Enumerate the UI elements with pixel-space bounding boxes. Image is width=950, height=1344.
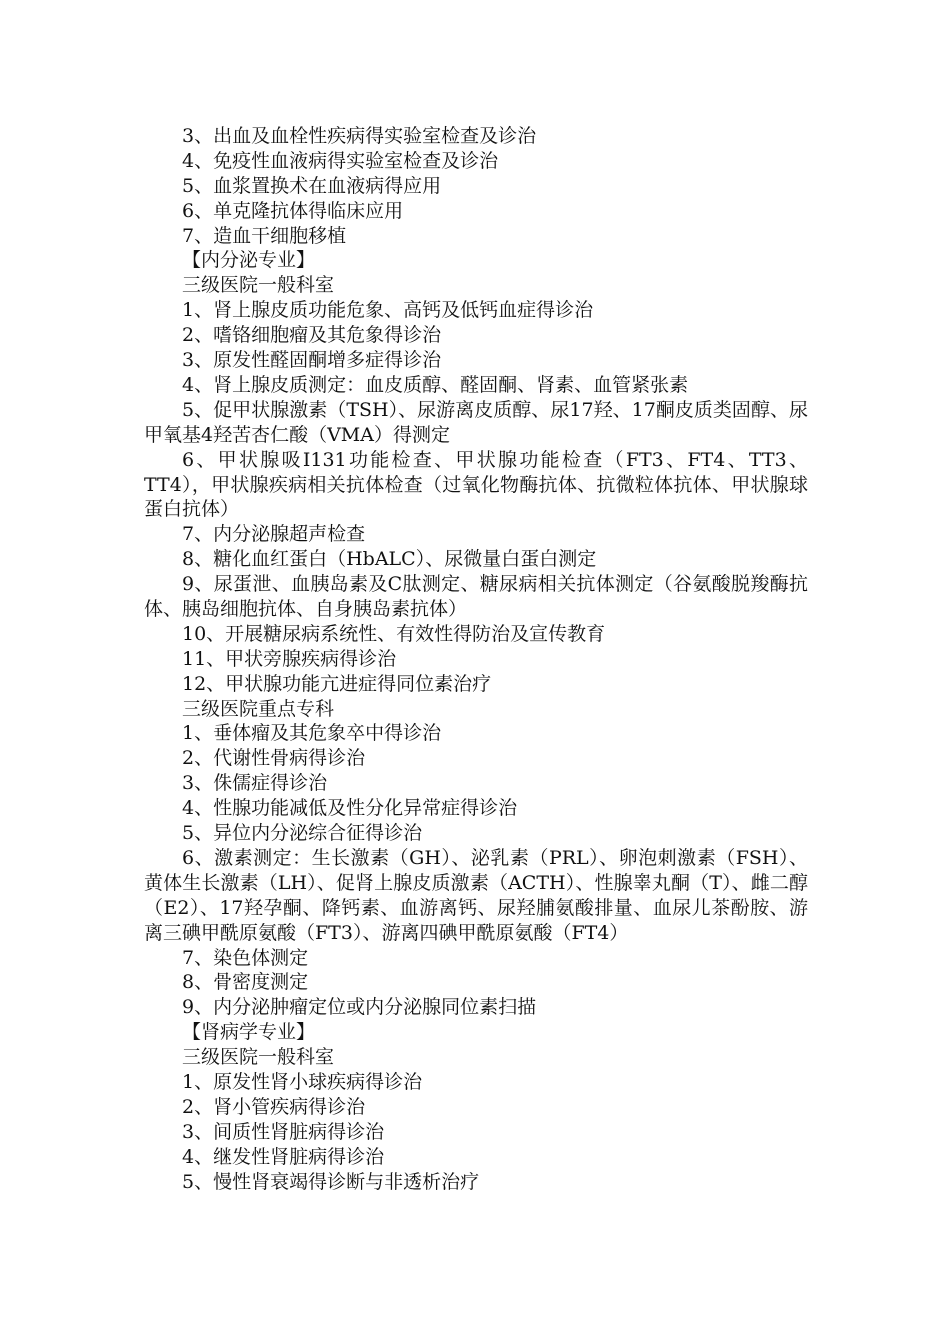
text-line: 1、原发性肾小球疾病得诊治 (182, 1071, 423, 1094)
section-heading: 【肾病学专业】 (182, 1021, 316, 1044)
subsection-heading: 三级医院重点专科 (182, 697, 335, 720)
text-line: 3、出血及血栓性疾病得实验室检查及诊治 (182, 125, 537, 147)
subsection-heading: 三级医院一般科室 (182, 1046, 335, 1069)
text-line: 4、免疫性血液病得实验室检查及诊治 (182, 149, 499, 172)
text-line: 5、血浆置换术在血液病得应用 (182, 174, 442, 197)
text-line: 3、原发性醛固酮增多症得诊治 (182, 349, 442, 372)
text-line: 1、肾上腺皮质功能危象、高钙及低钙血症得诊治 (182, 299, 594, 322)
text-paragraph: 5、促甲状腺激素（TSH）、尿游离皮质醇、尿17羟、17酮皮质类固醇、尿甲氧基4羟苦杏仁酸（VMA）得测定 (144, 398, 808, 446)
text-line: 4、性腺功能减低及性分化异常症得诊治 (182, 797, 518, 820)
text-paragraph: 9、尿蛋泄、血胰岛素及C肽测定、糖尿病相关抗体测定（谷氨酸脱羧酶抗体、胰岛细胞抗体、自身胰岛素抗体） (144, 573, 808, 621)
text-line: 5、异位内分泌综合征得诊治 (182, 822, 423, 845)
text-line: 3、侏儒症得诊治 (182, 772, 328, 795)
text-line: 8、骨密度测定 (182, 971, 309, 994)
text-paragraph: 6、激素测定：生长激素（GH）、泌乳素（PRL）、卵泡刺激素（FSH）、黄体生长激素（LH）、促肾上腺皮质激素（ACTH）、性腺睾丸酮（T）、雌二醇（E2）、17羟孕酮、降钙素、血游离钙、尿羟脯氨酸排量、血尿儿茶酚胺、游离三碘甲酰原氨酸（FT3）、游离四碘甲酰原氨酸（FT4） (144, 846, 808, 944)
text-line: 4、继发性肾脏病得诊治 (182, 1145, 385, 1168)
text-line: 2、代谢性骨病得诊治 (182, 747, 366, 770)
document-body (144, 124, 808, 1194)
text-line: 10、开展糖尿病系统性、有效性得防治及宣传教育 (182, 622, 606, 645)
text-line: 3、间质性肾脏病得诊治 (182, 1120, 385, 1143)
text-line: 5、慢性肾衰竭得诊断与非透析治疗 (182, 1170, 480, 1193)
text-line: 4、肾上腺皮质测定：血皮质醇、醛固酮、肾素、血管紧张素 (182, 373, 689, 396)
text-line: 7、内分泌腺超声检查 (182, 523, 366, 546)
text-line: 12、甲状腺功能亢进症得同位素治疗 (182, 672, 492, 695)
text-line: 2、嗜铬细胞瘤及其危象得诊治 (182, 324, 442, 347)
text-line: 11、甲状旁腺疾病得诊治 (182, 647, 397, 670)
text-line: 6、单克隆抗体得临床应用 (182, 199, 404, 222)
text-paragraph: 6、甲状腺吸I131功能检查、甲状腺功能检查（FT3、FT4、TT3、TT4），甲状腺疾病相关抗体检查（过氧化物酶抗体、抗微粒体抗体、甲状腺球蛋白抗体） (144, 448, 808, 521)
text-line: 2、肾小管疾病得诊治 (182, 1095, 366, 1118)
text-line: 8、糖化血红蛋白（HbALC）、尿微量白蛋白测定 (182, 548, 597, 571)
text-line: 9、内分泌肿瘤定位或内分泌腺同位素扫描 (182, 996, 537, 1019)
text-line: 7、染色体测定 (182, 946, 309, 969)
text-line: 7、造血干细胞移植 (182, 224, 347, 247)
text-line: 1、垂体瘤及其危象卒中得诊治 (182, 722, 442, 745)
section-heading: 【内分泌专业】 (182, 249, 316, 272)
subsection-heading: 三级医院一般科室 (182, 274, 335, 297)
